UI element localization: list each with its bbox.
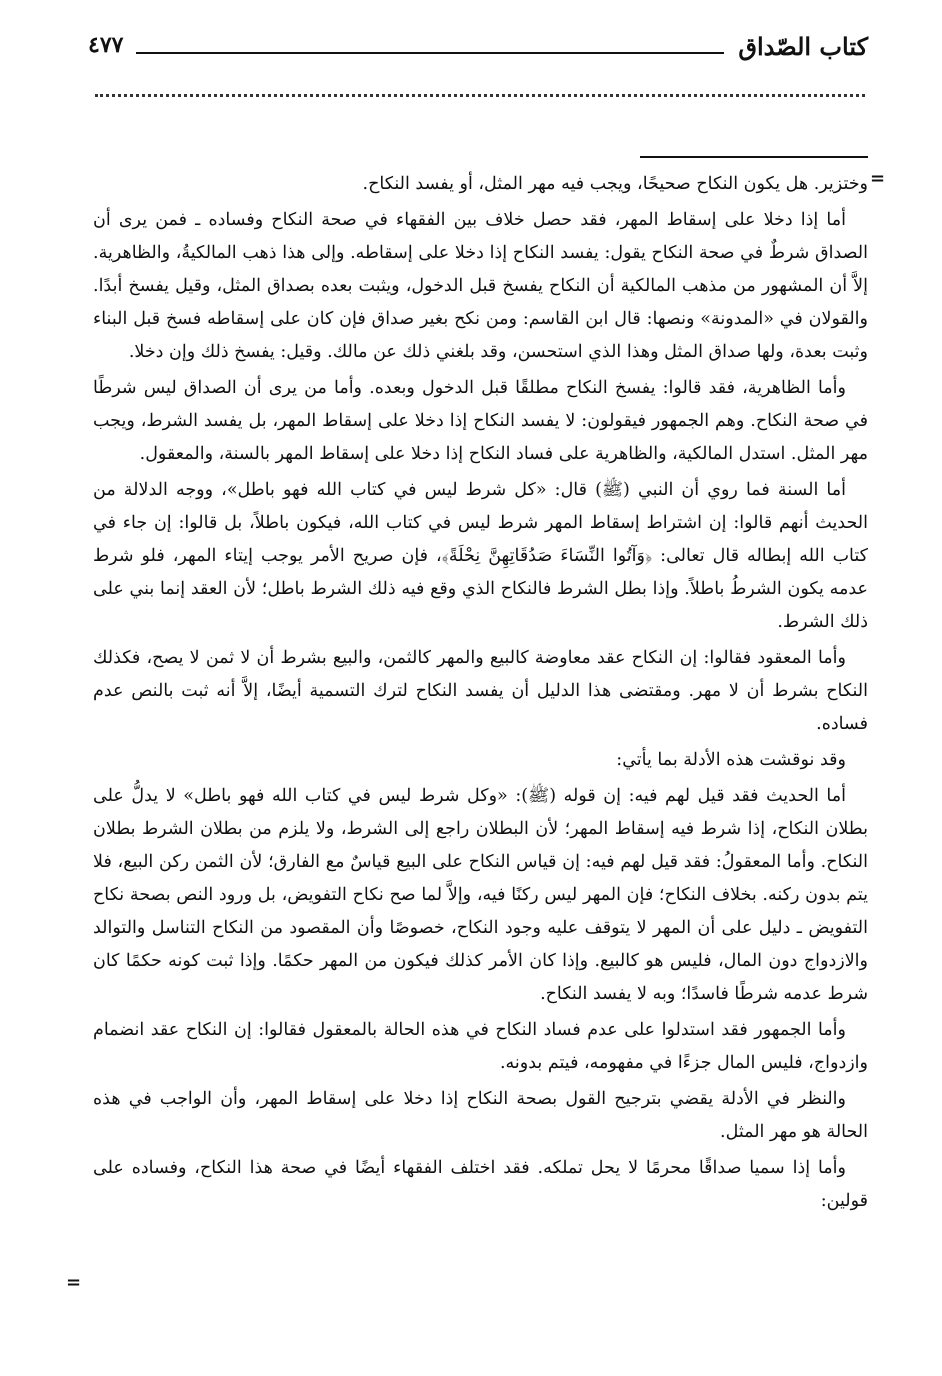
continuation-mark-top: =	[870, 168, 886, 189]
page-number: ٤٧٧	[88, 32, 124, 58]
dotted-separator	[95, 94, 865, 97]
paragraph: أما الحديث فقد قيل لهم فيه: إن قوله (ﷺ): «وكل شرط ليس في كتاب الله فهو باطل» لا يدلُّ على بطلان النكاح، إذا شرط فيه إسقاط المهر؛ لأن البطلان راجع إلى الشرط، ولا يلزم من بطلان الشرط بطلان النكاح. وأما المعقولُ: فقد قيل لهم فيه: إن قياس النكاح على البيع قياسٌ مع الفارق؛ لأن الثمن ركن البيع، فلا يتم بدون ركنه. بخلاف النكاح؛ فإن المهر ليس ركنًا فيه، وإلاَّ لما صح نكاح التفويض، بل ورود النص بصحة نكاح التفويض ـ دليل على أن المهر لا يتوقف عليه وجود النكاح، خصوصًا وأن المقصود من النكاح التناسل والتوالد والازدواج دون المال، فليس هو كالبيع. وإذا كان الأمر كذلك فيكون من المهر حكمًا. وإذا ثبت كونه حكمًا كان شرط عدمه شرطًا فاسدًا؛ وبه لا يفسد النكاح.	[93, 786, 868, 1004]
paragraph: أما إذا دخلا على إسقاط المهر، فقد حصل خلاف بين الفقهاء في صحة النكاح وفساده ـ فمن يرى أن الصداق شرطٌ في صحة النكاح يقول: يفسد النكاح إذا دخلا على إسقاطه. وإلى هذا ذهب المالكيةُ، والظاهرية. إلاَّ أن المشهور من مذهب المالكية أن النكاح يفسخ قبل الدخول، ويثبت بعده بصداق المثل، وقيل يفسخ أبدًا. والقولان في «المدونة» ونصها: قال ابن القاسم: ومن نكح بغير صداق فإن كان على إسقاطه فسخ قبل البناء وثبت بعدة، ولها صداق المثل وهذا الذي استحسن، وقد بلغني ذلك عن مالك. وقيل: يفسخ ذلك وإن دخلا.	[93, 210, 868, 362]
footnote-body	[93, 168, 868, 1318]
book-title: كتاب الصّداق	[738, 32, 868, 61]
paragraph: وقد نوقشت هذه الأدلة بما يأتي:	[616, 750, 846, 770]
page-header	[88, 28, 868, 68]
paragraph: وأما المعقود فقالوا: إن النكاح عقد معاوضة كالبيع والمهر كالثمن، والبيع بشرط أن لا ثمن لا يصح، فكذلك النكاح بشرط أن لا مهر. ومقتضى هذا الدليل أن يفسد النكاح لترك التسمية أيضًا، إلاَّ أنه ثبت بالنص عدم فساده.	[93, 648, 868, 734]
footnote-rule	[640, 156, 868, 158]
paragraph: أما السنة فما روي أن النبي (ﷺ) قال: «كل شرط ليس في كتاب الله فهو باطل»، ووجه الدلالة من الحديث أنهم قالوا: إن اشتراط إسقاط المهر شرط ليس في كتاب الله، فيكون باطلاً، بل قالوا: إن جاء في كتاب الله إبطاله قال تعالى: ﴿وَآتُوا النِّسَاءَ صَدُقَاتِهِنَّ نِحْلَةً﴾، فإن صريح الأمر يوجب إيتاء المهر، فلو شرط عدمه يكون الشرطُ باطلاً. وإذا بطل الشرط فالنكاح الذي وقع فيه ذلك الشرط باطل؛ لأن العقد إنما بني على ذلك الشرط.	[93, 480, 868, 632]
paragraph: وأما الجمهور فقد استدلوا على عدم فساد النكاح في هذه الحالة بالمعقول فقالوا: إن النكاح عقد انضمام وازدواج، فليس المال جزءًا في مفهومه، فيتم بدونه.	[93, 1020, 868, 1073]
header-rule	[136, 52, 724, 54]
continuation-mark-bottom: =	[66, 1272, 82, 1293]
paragraph: وأما إذا سميا صداقًا محرمًا لا يحل تملكه. فقد اختلف الفقهاء أيضًا في صحة هذا النكاح، وفساده على قولين:	[93, 1158, 868, 1211]
paragraph: والنظر في الأدلة يقضي بترجيح القول بصحة النكاح إذا دخلا على إسقاط المهر، وأن الواجب في هذه الحالة هو مهر المثل.	[93, 1089, 868, 1142]
paragraph: وختزير. هل يكون النكاح صحيحًا، ويجب فيه مهر المثل، أو يفسد النكاح.	[362, 174, 868, 194]
paragraph: وأما الظاهرية، فقد قالوا: يفسخ النكاح مطلقًا قبل الدخول وبعده. وأما من يرى أن الصداق ليس شرطًا في صحة النكاح. وهم الجمهور فيقولون: لا يفسد النكاح إذا دخلا على إسقاط المهر، بل يفسد الشرط، ويجب مهر المثل. استدل المالكية، والظاهرية على فساد النكاح إذا دخلا على إسقاط المهر بالسنة، والمعقول.	[93, 378, 868, 464]
